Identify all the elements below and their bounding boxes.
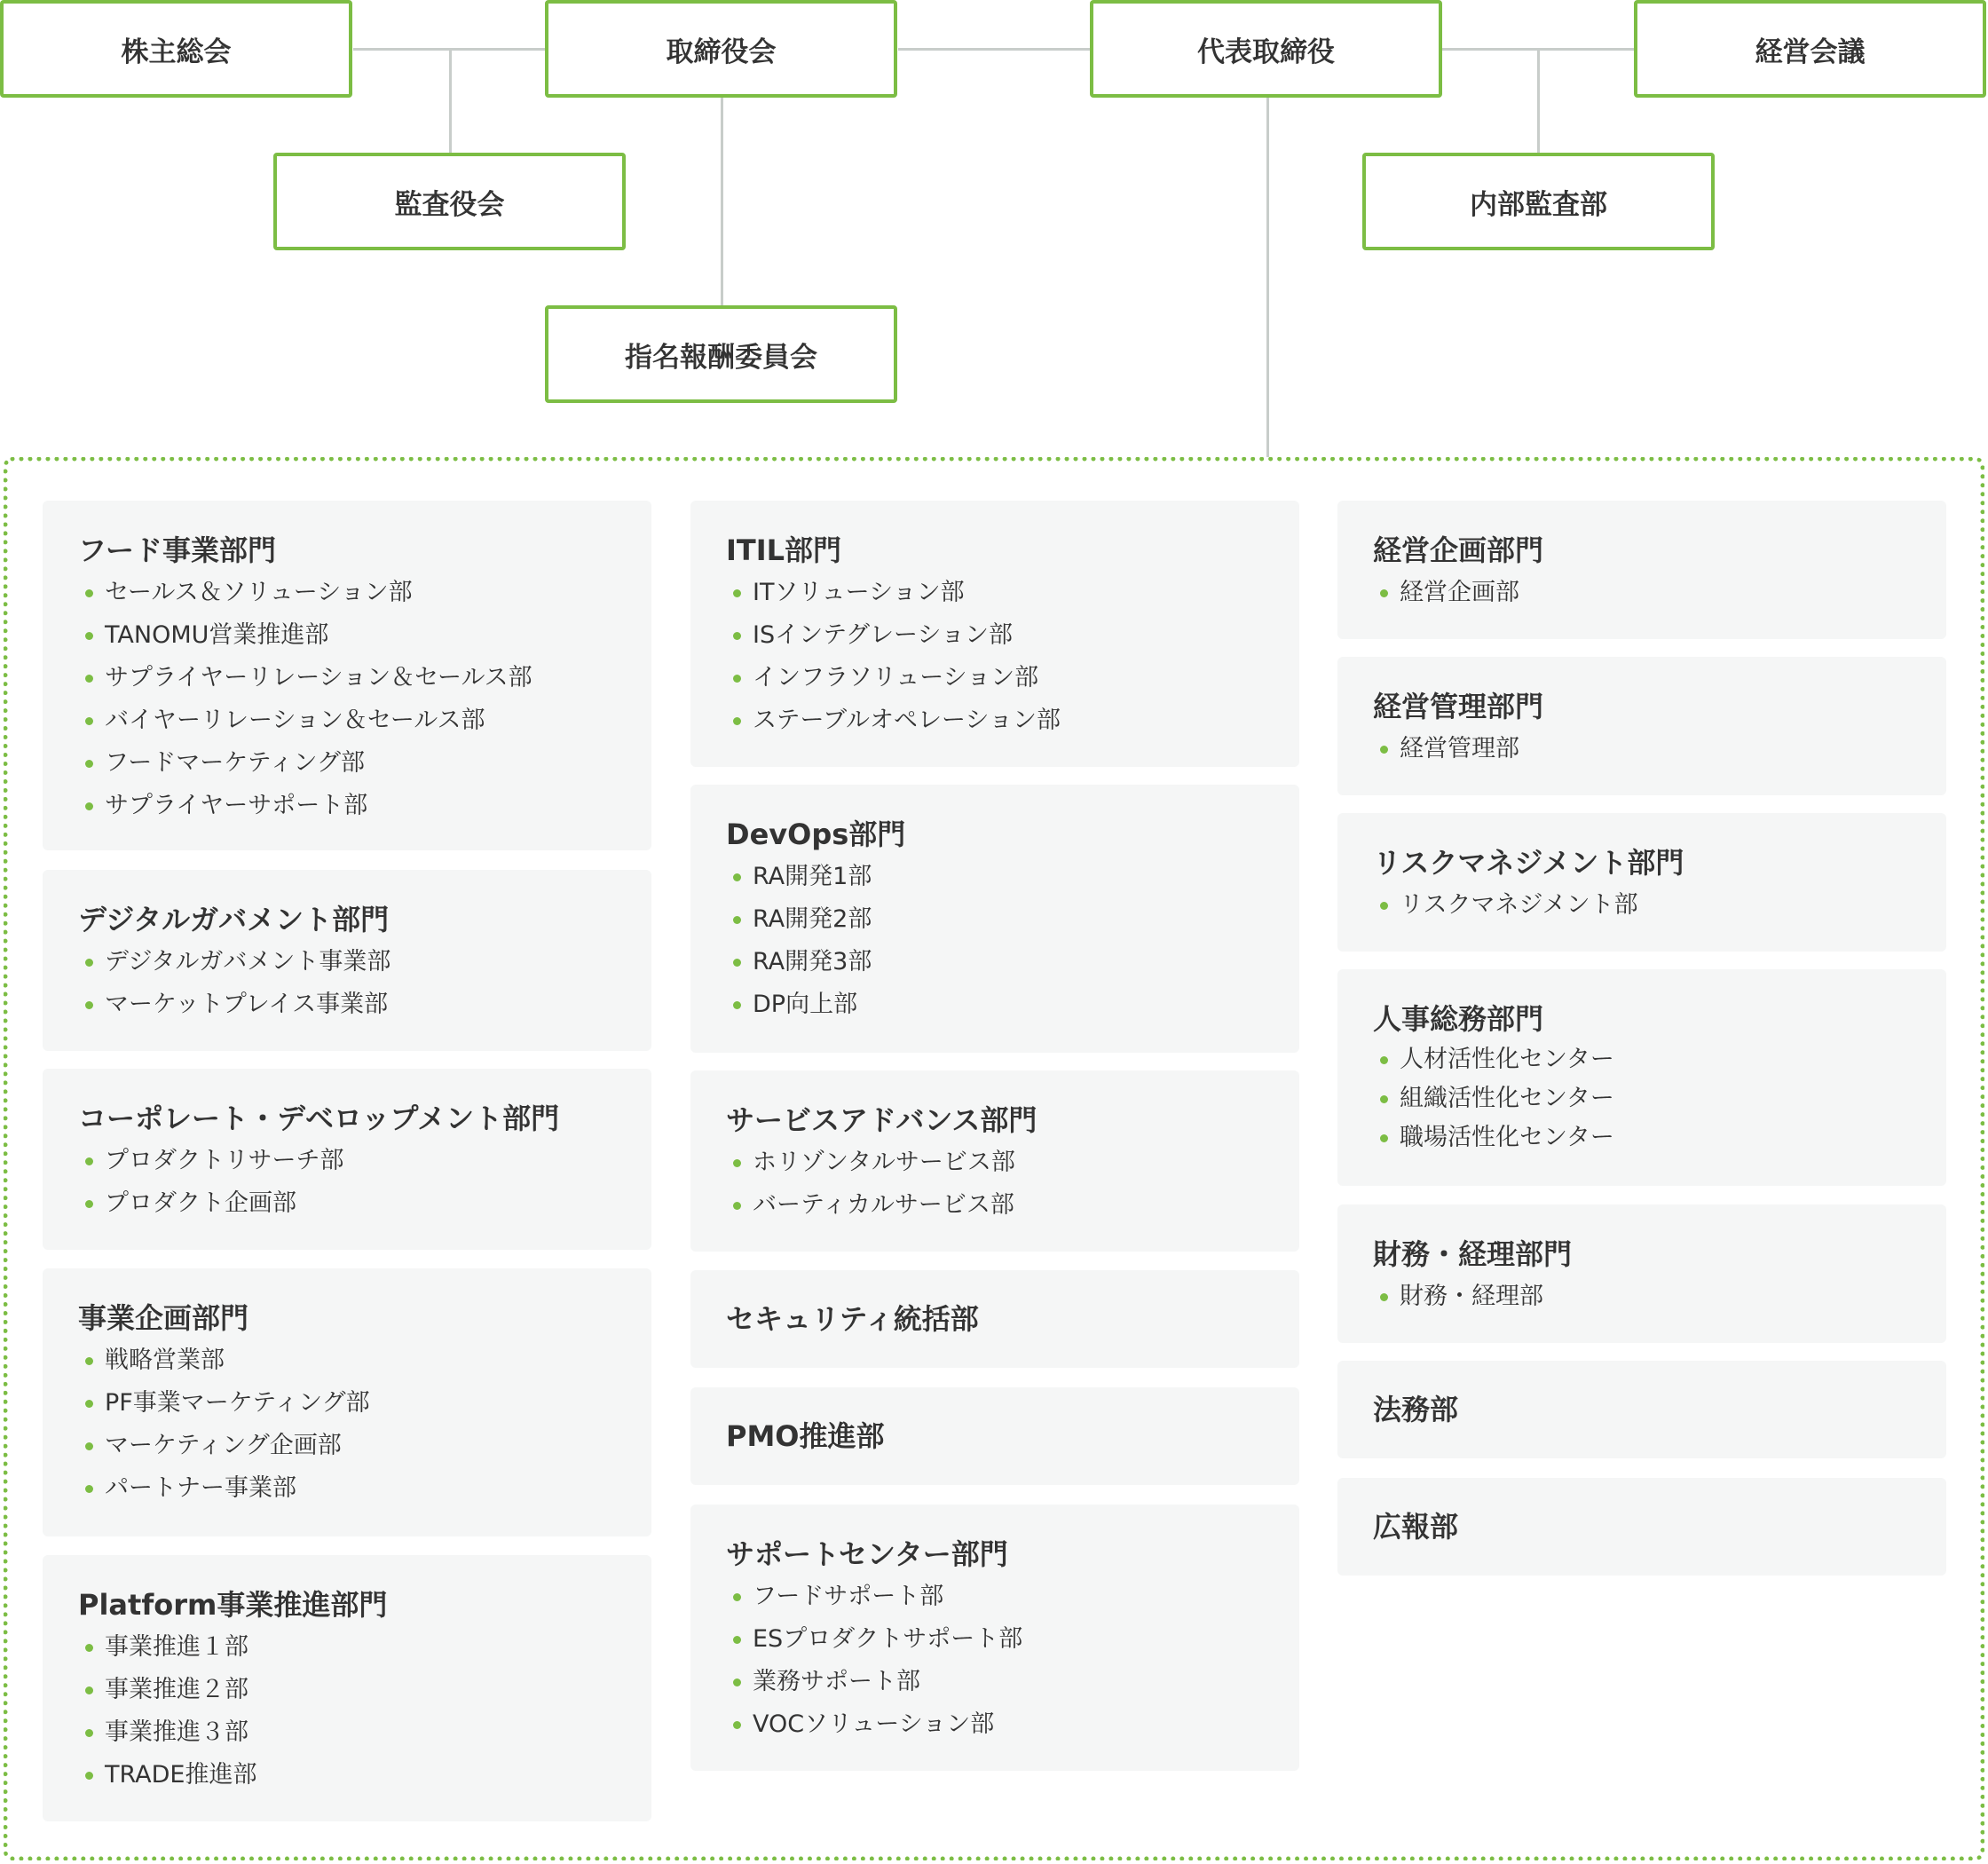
sub-department-item bbox=[1373, 1276, 1911, 1318]
sub-department-item bbox=[726, 1184, 1264, 1227]
connector-line bbox=[898, 48, 1090, 51]
sub-department-list bbox=[1373, 884, 1911, 927]
sub-department-label: 人材活性化センター bbox=[1400, 1046, 1614, 1073]
sub-department-label: デジタルガバメント事業部 bbox=[105, 948, 391, 975]
bullet-icon bbox=[733, 717, 741, 725]
sub-department-label: ステーブルオペレーション部 bbox=[753, 707, 1061, 734]
sub-department-item bbox=[78, 1182, 616, 1225]
bullet-icon bbox=[733, 959, 741, 967]
sub-department-item bbox=[1373, 1079, 1911, 1118]
bullet-icon bbox=[733, 1001, 741, 1009]
department-card bbox=[690, 1505, 1299, 1771]
sub-department-item bbox=[78, 785, 616, 827]
sub-department-label: ホリゾンタルサービス部 bbox=[753, 1149, 1015, 1176]
sub-department-item bbox=[78, 1339, 616, 1382]
sub-department-list bbox=[1373, 1040, 1911, 1157]
sub-department-label: 業務サポート部 bbox=[753, 1668, 920, 1695]
bullet-icon bbox=[733, 916, 741, 924]
internal-audit-box: 内部監査部 bbox=[1362, 153, 1715, 250]
bullet-icon bbox=[733, 1636, 741, 1644]
bullet-icon bbox=[733, 1593, 741, 1601]
bullet-icon bbox=[733, 1678, 741, 1686]
sub-department-label: RA開発1部 bbox=[753, 863, 872, 890]
department-title: 広報部 bbox=[1373, 1510, 1459, 1544]
sub-department-item bbox=[726, 572, 1264, 614]
department-card bbox=[690, 1270, 1299, 1368]
sub-department-label: 経営管理部 bbox=[1400, 735, 1519, 762]
sub-department-label: プロダクトリサーチ部 bbox=[105, 1147, 344, 1174]
bullet-icon bbox=[85, 1400, 93, 1408]
sub-department-item bbox=[726, 941, 1264, 983]
bullet-icon bbox=[85, 760, 93, 768]
sub-department-item bbox=[1373, 884, 1911, 927]
department-card bbox=[43, 1268, 651, 1536]
sub-department-list bbox=[78, 1140, 616, 1225]
bullet-icon bbox=[85, 1485, 93, 1493]
sub-department-label: リスクマネジメント部 bbox=[1400, 891, 1638, 919]
bullet-icon bbox=[1380, 589, 1388, 597]
sub-department-list bbox=[78, 1339, 616, 1510]
sub-department-label: プロダクト企画部 bbox=[105, 1189, 296, 1217]
department-title: ITIL部門 bbox=[726, 533, 842, 567]
sub-department-list bbox=[726, 1141, 1264, 1227]
department-title: 法務部 bbox=[1373, 1393, 1459, 1426]
bullet-icon bbox=[1380, 1134, 1388, 1142]
department-title: 人事総務部門 bbox=[1373, 1002, 1544, 1036]
bullet-icon bbox=[85, 675, 93, 683]
sub-department-label: 職場活性化センター bbox=[1400, 1124, 1614, 1151]
connector-line bbox=[721, 98, 723, 305]
bullet-icon bbox=[85, 1442, 93, 1450]
sub-department-label: サプライヤーリレーション＆セールス部 bbox=[105, 664, 532, 691]
department-card bbox=[43, 501, 651, 850]
sub-department-item bbox=[726, 898, 1264, 941]
bullet-icon bbox=[733, 675, 741, 683]
bullet-icon bbox=[1380, 746, 1388, 754]
department-title: 財務・経理部門 bbox=[1373, 1237, 1573, 1271]
sub-department-list bbox=[78, 1626, 616, 1797]
sub-department-label: 事業推進２部 bbox=[105, 1676, 248, 1703]
department-title: 事業企画部門 bbox=[78, 1301, 249, 1335]
sub-department-label: フードサポート部 bbox=[753, 1583, 944, 1610]
sub-department-item bbox=[726, 856, 1264, 898]
sub-department-label: DP向上部 bbox=[753, 991, 858, 1018]
sub-department-item bbox=[726, 1661, 1264, 1703]
department-title: コーポレート・デベロップメント部門 bbox=[78, 1102, 560, 1135]
bullet-icon bbox=[85, 802, 93, 810]
connector-line bbox=[1266, 98, 1269, 457]
sub-department-label: フードマーケティング部 bbox=[105, 749, 365, 777]
department-card bbox=[1337, 1204, 1946, 1343]
sub-department-label: サプライヤーサポート部 bbox=[105, 792, 368, 819]
sub-department-list bbox=[1373, 1276, 1911, 1318]
department-title: サービスアドバンス部門 bbox=[726, 1103, 1037, 1137]
sub-department-item bbox=[726, 1576, 1264, 1618]
sub-department-label: セールス＆ソリューション部 bbox=[105, 579, 413, 606]
management-meeting-box: 経営会議 bbox=[1634, 0, 1986, 98]
sub-department-label: バーティカルサービス部 bbox=[753, 1191, 1014, 1219]
department-card bbox=[690, 785, 1299, 1053]
sub-department-label: RA開発3部 bbox=[753, 948, 872, 975]
sub-department-label: ISインテグレーション部 bbox=[753, 621, 1013, 649]
department-card bbox=[1337, 969, 1946, 1186]
sub-department-label: 経営企画部 bbox=[1400, 579, 1519, 606]
sub-department-label: 財務・経理部 bbox=[1400, 1283, 1543, 1310]
department-card bbox=[690, 1387, 1299, 1485]
sub-department-list bbox=[726, 1576, 1264, 1746]
audit-board-box: 監査役会 bbox=[273, 153, 626, 250]
sub-department-label: バイヤーリレーション＆セールス部 bbox=[105, 707, 485, 734]
ceo-box: 代表取締役 bbox=[1090, 0, 1442, 98]
department-title: サポートセンター部門 bbox=[726, 1537, 1008, 1571]
sub-department-label: インフラソリューション部 bbox=[753, 664, 1039, 691]
department-card bbox=[1337, 657, 1946, 795]
bullet-icon bbox=[1380, 902, 1388, 910]
sub-department-label: マーケティング企画部 bbox=[105, 1432, 342, 1459]
sub-department-label: マーケットプレイス事業部 bbox=[105, 991, 389, 1018]
sub-department-label: PF事業マーケティング部 bbox=[105, 1389, 370, 1417]
sub-department-item bbox=[78, 983, 616, 1026]
bullet-icon bbox=[85, 1357, 93, 1365]
bullet-icon bbox=[85, 717, 93, 725]
shareholders-meeting-box: 株主総会 bbox=[0, 0, 352, 98]
department-card bbox=[1337, 501, 1946, 639]
sub-department-label: RA開発2部 bbox=[753, 905, 872, 933]
sub-department-item bbox=[78, 1140, 616, 1182]
sub-department-item bbox=[78, 614, 616, 657]
department-card bbox=[1337, 1361, 1946, 1458]
bullet-icon bbox=[733, 589, 741, 597]
department-card bbox=[690, 1070, 1299, 1252]
sub-department-list bbox=[1373, 728, 1911, 770]
sub-department-item bbox=[78, 742, 616, 785]
bullet-icon bbox=[733, 1202, 741, 1210]
department-title: PMO推進部 bbox=[726, 1419, 885, 1453]
bullet-icon bbox=[733, 1721, 741, 1729]
bullet-icon bbox=[85, 959, 93, 967]
sub-department-label: 組織活性化センター bbox=[1400, 1085, 1614, 1112]
sub-department-item bbox=[78, 1382, 616, 1425]
sub-department-list bbox=[78, 572, 616, 827]
sub-department-item bbox=[78, 1754, 616, 1797]
bullet-icon bbox=[85, 1157, 93, 1165]
sub-department-label: 事業推進１部 bbox=[105, 1633, 248, 1661]
bullet-icon bbox=[85, 1686, 93, 1694]
bullet-icon bbox=[85, 1644, 93, 1652]
connector-line bbox=[449, 48, 452, 154]
bullet-icon bbox=[1380, 1293, 1388, 1301]
department-title: DevOps部門 bbox=[726, 817, 906, 851]
sub-department-item bbox=[726, 1141, 1264, 1184]
sub-department-item bbox=[78, 941, 616, 983]
bullet-icon bbox=[733, 873, 741, 881]
sub-department-item bbox=[1373, 1040, 1911, 1079]
sub-department-item bbox=[78, 1626, 616, 1669]
department-title: デジタルガバメント部門 bbox=[78, 903, 390, 936]
sub-department-label: 事業推進３部 bbox=[105, 1718, 248, 1746]
department-card bbox=[690, 501, 1299, 767]
sub-department-label: 戦略営業部 bbox=[105, 1347, 225, 1374]
sub-department-label: パートナー事業部 bbox=[105, 1474, 296, 1502]
bullet-icon bbox=[733, 632, 741, 640]
sub-department-list bbox=[78, 941, 616, 1026]
bullet-icon bbox=[1380, 1095, 1388, 1103]
sub-department-item bbox=[726, 983, 1264, 1026]
sub-department-label: TRADE推進部 bbox=[105, 1761, 257, 1789]
sub-department-item bbox=[78, 1669, 616, 1711]
sub-department-item bbox=[1373, 572, 1911, 614]
connector-line bbox=[1537, 48, 1540, 154]
sub-department-item bbox=[78, 1711, 616, 1754]
sub-department-item bbox=[726, 657, 1264, 699]
sub-department-label: TANOMU営業推進部 bbox=[105, 621, 329, 649]
department-card bbox=[43, 1069, 651, 1250]
department-title: フード事業部門 bbox=[78, 533, 277, 567]
department-title: 経営管理部門 bbox=[1373, 690, 1544, 723]
sub-department-item bbox=[726, 614, 1264, 657]
bullet-icon bbox=[1380, 1056, 1388, 1064]
sub-department-label: VOCソリューション部 bbox=[753, 1710, 995, 1738]
department-title: リスクマネジメント部門 bbox=[1373, 846, 1684, 880]
bullet-icon bbox=[85, 632, 93, 640]
sub-department-list bbox=[726, 856, 1264, 1026]
board-of-directors-box: 取締役会 bbox=[545, 0, 897, 98]
sub-department-item bbox=[78, 657, 616, 699]
department-title: 経営企画部門 bbox=[1373, 533, 1544, 567]
sub-department-list bbox=[1373, 572, 1911, 614]
bullet-icon bbox=[85, 589, 93, 597]
sub-department-label: ESプロダクトサポート部 bbox=[753, 1625, 1023, 1653]
sub-department-item bbox=[726, 1703, 1264, 1746]
sub-department-item bbox=[1373, 728, 1911, 770]
department-card bbox=[1337, 813, 1946, 952]
department-title: Platform事業推進部門 bbox=[78, 1588, 388, 1622]
sub-department-item bbox=[78, 699, 616, 742]
nomination-committee-box: 指名報酬委員会 bbox=[545, 305, 897, 403]
bullet-icon bbox=[85, 1729, 93, 1737]
sub-department-item bbox=[78, 572, 616, 614]
department-title: セキュリティ統括部 bbox=[726, 1302, 979, 1336]
department-card bbox=[43, 1555, 651, 1821]
bullet-icon bbox=[85, 1001, 93, 1009]
department-card bbox=[43, 870, 651, 1051]
bullet-icon bbox=[85, 1772, 93, 1780]
sub-department-label: ITソリューション部 bbox=[753, 579, 965, 606]
sub-department-item bbox=[1373, 1118, 1911, 1157]
sub-department-item bbox=[726, 699, 1264, 742]
department-card bbox=[1337, 1478, 1946, 1576]
sub-department-list bbox=[726, 572, 1264, 742]
sub-department-item bbox=[78, 1467, 616, 1510]
sub-department-item bbox=[78, 1425, 616, 1467]
bullet-icon bbox=[85, 1200, 93, 1208]
bullet-icon bbox=[733, 1159, 741, 1167]
sub-department-item bbox=[726, 1618, 1264, 1661]
